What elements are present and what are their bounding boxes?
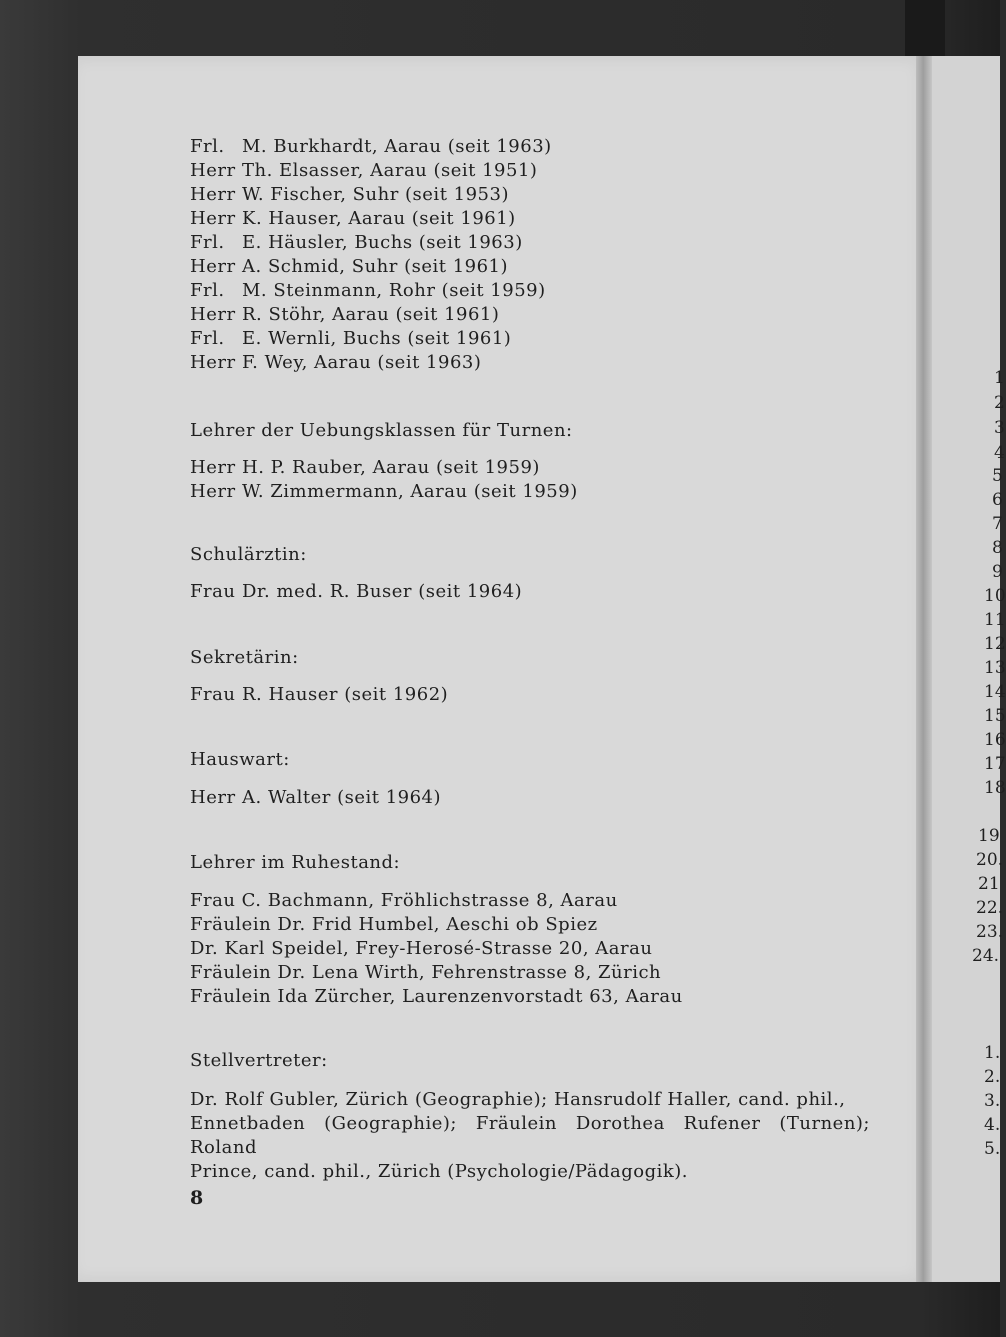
section-heading-stellvertreter: Stellvertreter:: [190, 1050, 328, 1071]
right-page-number: 24.: [972, 946, 1000, 966]
right-page-number: 4.: [984, 1115, 1001, 1135]
staff-text: A. Schmid, Suhr (seit 1961): [242, 256, 509, 277]
right-page-number: 18: [984, 778, 1006, 798]
staff-entry: [190, 183, 509, 207]
staff-text: M. Steinmann, Rohr (seit 1959): [242, 280, 546, 301]
staff-title: Herr: [190, 787, 236, 808]
retired-entry: Fräulein Dr. Lena Wirth, Fehrenstrasse 8, Zürich: [190, 962, 662, 983]
right-page-number: 3: [994, 418, 1005, 438]
section-heading-ruhestand: Lehrer im Ruhestand:: [190, 852, 401, 873]
staff-text: R. Hauser (seit 1962): [242, 684, 449, 705]
right-page-number: 15: [984, 706, 1006, 726]
right-page-number: 21: [978, 874, 1000, 894]
right-page-number: 5: [992, 466, 1003, 486]
staff-text: E. Häusler, Buchs (seit 1963): [242, 232, 523, 253]
staff-text: H. P. Rauber, Aarau (seit 1959): [242, 457, 540, 478]
right-page-number: 8: [992, 538, 1003, 558]
staff-text: K. Hauser, Aarau (seit 1961): [242, 208, 516, 229]
section-heading-sekretaerin: Sekretärin:: [190, 647, 299, 668]
staff-entry: [190, 207, 516, 231]
right-page-number: 16: [984, 730, 1006, 750]
staff-title: Frl.: [190, 232, 225, 253]
right-page-number: 9: [992, 562, 1003, 582]
turnen-entry: [190, 480, 578, 504]
staff-title: Herr: [190, 457, 236, 478]
staff-text: E. Wernli, Buchs (seit 1961): [242, 328, 512, 349]
staff-entry: [190, 279, 546, 303]
right-page-number: 13: [984, 658, 1006, 678]
staff-entry: [190, 303, 499, 327]
section-heading-turnen: Lehrer der Uebungsklassen für Turnen:: [190, 420, 573, 441]
right-page-number: 10: [984, 586, 1006, 606]
staff-title: Frau: [190, 684, 236, 705]
staff-title: Herr: [190, 256, 236, 277]
retired-entry: Frau C. Bachmann, Fröhlichstrasse 8, Aarau: [190, 890, 618, 911]
right-page-number: 1: [994, 368, 1005, 388]
right-page-number: 2: [994, 393, 1005, 413]
right-page-number: 6: [992, 490, 1003, 510]
substitutes-paragraph: [190, 1088, 870, 1184]
right-page-number: 5.: [984, 1139, 1001, 1159]
staff-entry: [190, 351, 481, 375]
staff-title: Herr: [190, 208, 236, 229]
right-page-number: 22.: [976, 898, 1004, 918]
retired-entry: Fräulein Dr. Frid Humbel, Aeschi ob Spiez: [190, 914, 598, 935]
staff-title: Frl.: [190, 328, 225, 349]
right-page-number: 17: [984, 754, 1006, 774]
hauswart-entry: [190, 786, 441, 810]
staff-text: W. Zimmermann, Aarau (seit 1959): [242, 481, 578, 502]
retired-entry: Fräulein Ida Zürcher, Laurenzenvorstadt 63, Aarau: [190, 986, 683, 1007]
staff-title: Herr: [190, 352, 236, 373]
sekretaerin-entry: [190, 683, 448, 707]
staff-text: Th. Elsasser, Aarau (seit 1951): [242, 160, 538, 181]
page-number: 8: [190, 1187, 204, 1209]
right-page-number: 2.: [984, 1067, 1001, 1087]
right-page-number: 1.: [984, 1043, 1001, 1063]
right-page-number: 19: [978, 826, 1000, 846]
section-heading-hauswart: Hauswart:: [190, 749, 290, 770]
substitutes-line: Prince, cand. phil., Zürich (Psychologie/Pädagogik).: [190, 1161, 688, 1182]
staff-text: F. Wey, Aarau (seit 1963): [242, 352, 482, 373]
binding-shadow: [905, 0, 945, 60]
schularzt-entry: [190, 580, 522, 604]
right-page-number: 11: [984, 610, 1006, 630]
staff-text: W. Fischer, Suhr (seit 1953): [242, 184, 509, 205]
substitutes-line: Ennetbaden (Geographie); Fräulein Dorothea Rufener (Turnen); Roland: [190, 1113, 870, 1158]
staff-title: Herr: [190, 160, 236, 181]
turnen-entry: [190, 456, 540, 480]
staff-title: Herr: [190, 184, 236, 205]
staff-title: Herr: [190, 304, 236, 325]
staff-title: Frau: [190, 581, 236, 602]
right-page-number: 4: [994, 443, 1005, 463]
staff-entry: [190, 231, 523, 255]
right-page-number: 23.: [976, 922, 1004, 942]
right-page-number: 20.: [976, 850, 1004, 870]
right-page-number: 3.: [984, 1091, 1001, 1111]
retired-entry: Dr. Karl Speidel, Frey-Herosé-Strasse 20, Aarau: [190, 938, 653, 959]
staff-title: Herr: [190, 481, 236, 502]
staff-entry: [190, 327, 511, 351]
staff-text: R. Stöhr, Aarau (seit 1961): [242, 304, 500, 325]
right-page-number: 12: [984, 634, 1006, 654]
right-page-number: 7: [992, 514, 1003, 534]
staff-title: Frl.: [190, 136, 225, 157]
staff-text: M. Burkhardt, Aarau (seit 1963): [242, 136, 552, 157]
right-page-number: 14: [984, 682, 1006, 702]
staff-entry: [190, 135, 552, 159]
staff-entry: [190, 255, 508, 279]
staff-text: Dr. med. R. Buser (seit 1964): [242, 581, 523, 602]
section-heading-schularzt: Schulärztin:: [190, 544, 307, 565]
substitutes-line: Dr. Rolf Gubler, Zürich (Geographie); Hansrudolf Haller, cand. phil.,: [190, 1089, 846, 1110]
staff-entry: [190, 159, 537, 183]
staff-title: Frl.: [190, 280, 225, 301]
staff-text: A. Walter (seit 1964): [242, 787, 442, 808]
